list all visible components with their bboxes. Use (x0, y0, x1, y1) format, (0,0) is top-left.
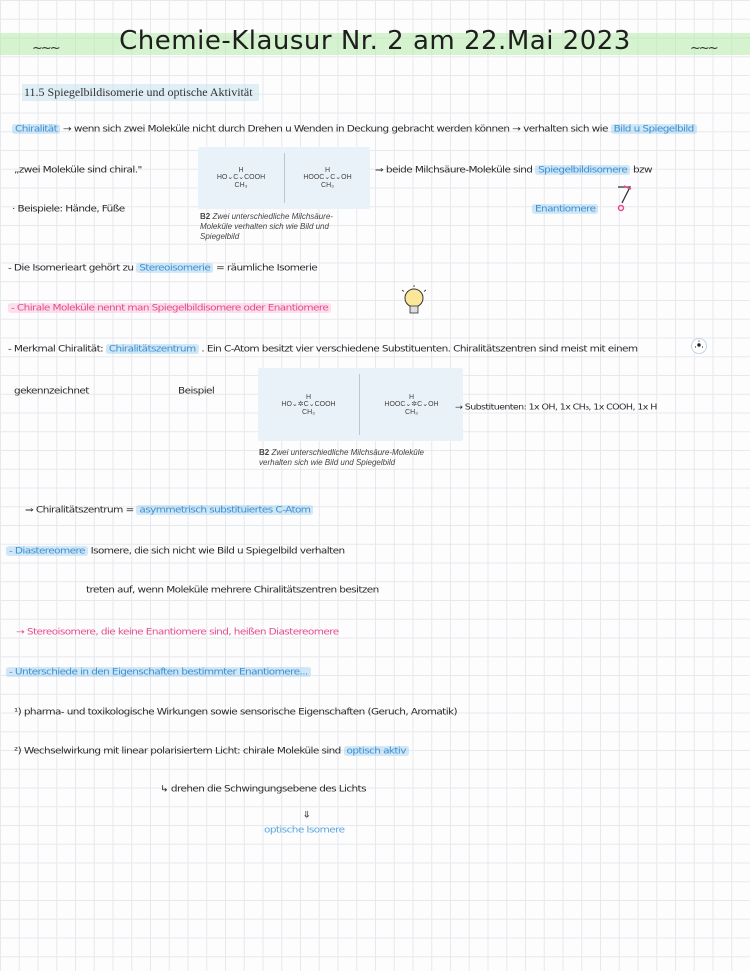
page-title: Chemie-Klausur Nr. 2 am 22.Mai 2023 (119, 26, 631, 56)
title-squiggle-left: ~~~ (32, 41, 59, 56)
stereoisomere-line: → Stereoisomere, die keine Enantiomere sind, heißen Diastereomere (16, 627, 339, 637)
substituenten-line: → Substituenten: 1x OH, 1x CH₃, 1x COOH, 1x H (455, 402, 657, 413)
diastereomere-line: - Diastereomere Isomere, die sich nicht wie Bild u Spiegelbild verhalten (6, 546, 345, 556)
chirale-molekuele-line: - Chirale Moleküle nennt man Spiegelbildisomere oder Enantiomere (8, 303, 331, 313)
section-heading: 11.5 Spiegelbildisomerie und optische Aktivität (22, 84, 259, 101)
chiralitaet-term: Chiralität (12, 124, 60, 134)
gekennzeichnet-text: gekennzeichnet (14, 386, 89, 396)
optische-isomere: optische Isomere (264, 825, 345, 835)
molecule-left-2: H HO⌄✲C⌄COOH CH₃ (281, 393, 336, 416)
figure-milchsaeure-1 (198, 147, 370, 209)
molecule-right: H HOOC⌄C⌄OH CH₃ (303, 167, 352, 189)
beide-milchsaeure-line: ⇒ beide Milchsäure-Moleküle sind Spiegelbildisomere bzw (375, 165, 652, 175)
unterschiede-line: - Unterschiede in den Eigenschaften bestimmter Enantiomere... (6, 667, 311, 677)
chiralitaet-definition: → wenn sich zwei Moleküle nicht durch Drehen u Wenden in Deckung gebracht werden können → verhalten sich wie (62, 124, 608, 134)
molecule-left: H HO⌄C⌄COOH CH₃ (216, 167, 266, 189)
lightbulb-icon (398, 284, 430, 320)
figure-2-caption: B2 Zwei unterschiedliche Milchsäure-Moleküle verhalten sich wie Bild und Spiegelbild (259, 448, 424, 467)
drehen-line: ↳ drehen die Schwingungsebene des Lichts (160, 784, 366, 794)
beispiel-label: Beispiel (178, 386, 215, 396)
molecule-right-2: H HOOC⌄✲C⌄OH CH₃ (384, 393, 439, 416)
down-arrow: ⇓ (302, 809, 311, 820)
chiralitaetszentrum-definition: ⇒ Chiralitätszentrum = asymmetrisch substituiertes C-Atom (25, 505, 313, 515)
figure-milchsaeure-2 (258, 368, 463, 441)
zwei-molekuele-line: „zwei Moleküle sind chiral." (14, 165, 142, 175)
figure-1-caption: B2 Zwei unterschiedliche Milchsäure-Moleküle verhalten sich wie Bild und Spiegelbild (200, 212, 333, 241)
treten-auf-line: treten auf, wenn Moleküle mehrere Chiralitätszentren besitzen (86, 585, 379, 595)
item-2: ²) Wechselwirkung mit linear polarisiertem Licht: chirale Moleküle sind optisch aktiv (14, 746, 409, 756)
bild-spiegelbild-term: Bild u Spiegelbild (611, 124, 697, 134)
chiralitaet-line (12, 124, 697, 134)
item-1: ¹) pharma- und toxikologische Wirkungen sowie sensorische Eigenschaften (Geruch, Aromatik) (14, 707, 457, 717)
isomerieart-line: - Die Isomerieart gehört zu Stereoisomerie = räumliche Isomerie (8, 263, 318, 273)
beispiele-line: · Beispiele: Hände, Füße (12, 204, 125, 214)
title-squiggle-right: ~~~ (690, 41, 717, 56)
enantiomere-term: Enantiomere (532, 204, 598, 214)
merkmal-line: - Merkmal Chiralität: Chiralitätszentrum . Ein C-Atom besitzt vier verschiedene Substituenten. Chiralitätszentren sind meist mit einem (8, 344, 638, 354)
asterisk-icon (690, 337, 708, 355)
exclamation-icon (612, 183, 636, 213)
